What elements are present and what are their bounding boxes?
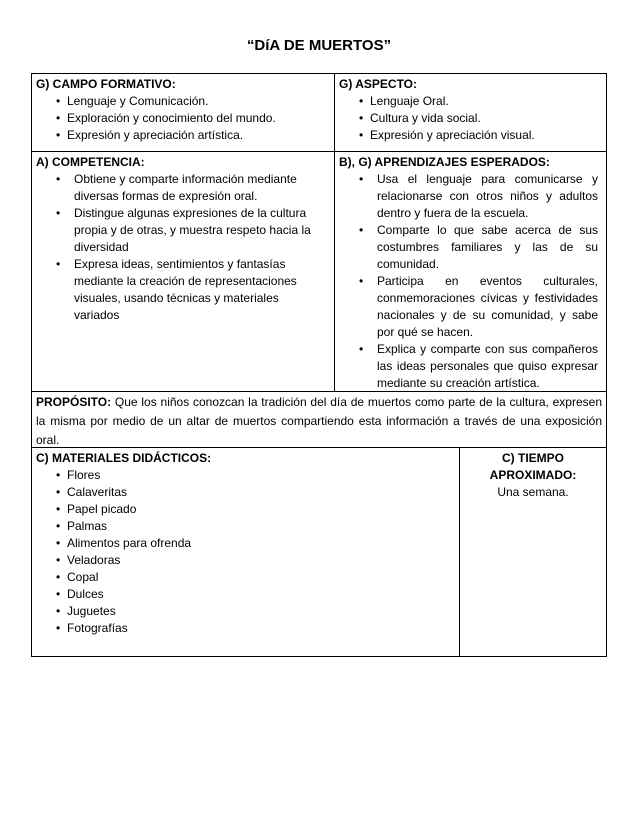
aspecto-heading: G) ASPECTO: bbox=[339, 77, 418, 91]
list-item: • Palmas bbox=[36, 518, 455, 535]
list-item: • Alimentos para ofrenda bbox=[36, 535, 455, 552]
list-item: • Lenguaje Oral. bbox=[339, 93, 602, 110]
planning-table bbox=[31, 73, 607, 657]
list-item: • Fotografías bbox=[36, 620, 455, 637]
list-item: • Copal bbox=[36, 569, 455, 586]
aspecto-list bbox=[339, 93, 602, 144]
list-item: • Usa el lenguaje para comunicarse y relacionarse con otros niños y adultos dentro y fuera de la escuela. bbox=[339, 171, 598, 222]
list-item: • Juguetes bbox=[36, 603, 455, 620]
list-item: • Cultura y vida social. bbox=[339, 110, 602, 127]
list-item: • Flores bbox=[36, 467, 455, 484]
list-item: • Obtiene y comparte información mediante diversas formas de expresión oral. bbox=[36, 171, 326, 205]
row-materiales-tiempo bbox=[32, 448, 606, 656]
proposito-text: Que los niños conozcan la tradición del día de muertos como parte de la cultura, expresen la misma por medio de un altar de muertos compartiendo esta información a través de una exposición oral. bbox=[36, 395, 602, 447]
materiales-list bbox=[36, 467, 455, 637]
aprendizajes-list bbox=[339, 171, 602, 392]
list-item: • Comparte lo que sabe acerca de sus costumbres familiares y las de su comunidad. bbox=[339, 222, 598, 273]
list-item: • Participa en eventos culturales, conmemoraciones cívicas y festividades nacionales y de su comunidad, y sabe por qué se hacen. bbox=[339, 273, 598, 341]
list-item: • Expresa ideas, sentimientos y fantasías mediante la creación de representaciones visuales, usando técnicas y materiales variados bbox=[36, 256, 326, 324]
materiales-heading: C) MATERIALES DIDÁCTICOS: bbox=[36, 451, 212, 465]
aprendizajes-cell bbox=[334, 152, 606, 391]
tiempo-value: Una semana. bbox=[497, 485, 569, 499]
proposito-cell bbox=[32, 392, 606, 447]
competencia-cell bbox=[32, 152, 334, 391]
competencia-list bbox=[36, 171, 330, 324]
tiempo-cell bbox=[459, 448, 606, 656]
list-item: • Papel picado bbox=[36, 501, 455, 518]
list-item: • Distingue algunas expresiones de la cultura propia y de otras, y muestra respeto hacia la diversidad bbox=[36, 205, 326, 256]
list-item: • Exploración y conocimiento del mundo. bbox=[36, 110, 330, 127]
tiempo-heading-line2: APROXIMADO: bbox=[489, 468, 577, 482]
row-proposito bbox=[32, 392, 606, 448]
tiempo-heading-line1: C) TIEMPO bbox=[502, 451, 564, 465]
proposito-label: PROPÓSITO: bbox=[36, 395, 112, 409]
list-item: • Lenguaje y Comunicación. bbox=[36, 93, 330, 110]
competencia-heading: A) COMPETENCIA: bbox=[36, 155, 145, 169]
document-title: “DíA DE MUERTOS” bbox=[246, 37, 392, 54]
list-item: • Expresión y apreciación artística. bbox=[36, 127, 330, 144]
list-item: • Dulces bbox=[36, 586, 455, 603]
campo-formativo-heading: G) CAMPO FORMATIVO: bbox=[36, 77, 176, 91]
list-item: • Explica y comparte con sus compañeros las ideas personales que quiso expresar mediante su creación artística. bbox=[339, 341, 598, 392]
list-item: • Expresión y apreciación visual. bbox=[339, 127, 602, 144]
campo-formativo-cell bbox=[32, 74, 334, 151]
list-item: • Veladoras bbox=[36, 552, 455, 569]
list-item: • Calaveritas bbox=[36, 484, 455, 501]
row-competencia-aprendizajes bbox=[32, 152, 606, 392]
aspecto-cell bbox=[334, 74, 606, 151]
aprendizajes-heading: B), G) APRENDIZAJES ESPERADOS: bbox=[339, 155, 550, 169]
campo-formativo-list bbox=[36, 93, 330, 144]
materiales-cell bbox=[32, 448, 459, 656]
row-campo-aspecto bbox=[32, 74, 606, 152]
